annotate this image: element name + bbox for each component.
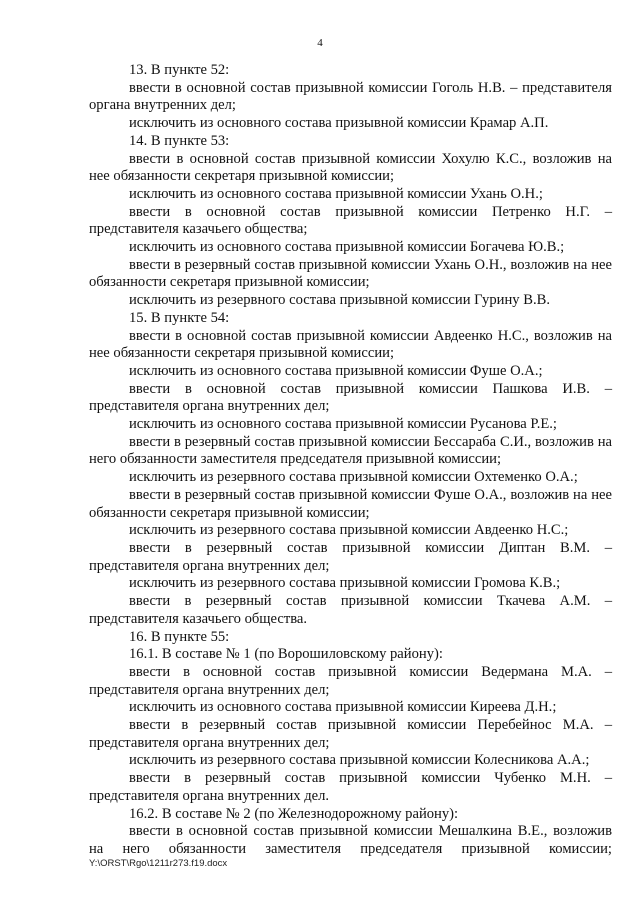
document-paragraph: ввести в основной состав призывной комиссии Авдеенко Н.С., возложив на нее обязанности секретаря призывной комиссии; — [89, 327, 612, 362]
document-paragraph: ввести в резервный состав призывной комиссии Бессараба С.И., возложив на него обязанности заместителя председателя призывной комиссии; — [89, 433, 612, 468]
document-paragraph: ввести в резервный состав призывной комиссии Диптан В.М. – представителя органа внутренних дел; — [89, 539, 612, 574]
document-paragraph: 16.1. В составе № 1 (по Ворошиловскому району): — [129, 646, 443, 663]
document-paragraph: ввести в резервный состав призывной комиссии Чубенко М.Н. – представителя органа внутренних дел. — [89, 770, 612, 804]
document-paragraph: ввести в основной состав призывной комиссии Петренко Н.Г. – представителя казачьего общества; — [89, 203, 612, 238]
document-paragraph: 16.2. В составе № 2 (по Железнодорожному району): — [129, 805, 459, 822]
document-body — [89, 62, 612, 859]
document-paragraph: исключить из резервного состава призывной комиссии Колесникова А.А.; — [129, 752, 590, 769]
document-paragraph: ввести в основной состав призывной комиссии Пашкова И.В. – представителя органа внутренних дел; — [89, 380, 612, 415]
document-paragraph: 16. В пункте 55: — [129, 628, 230, 645]
document-paragraph: 14. В пункте 53: — [129, 132, 230, 149]
document-paragraph: исключить из резервного состава призывной комиссии Гурину В.В. — [129, 292, 550, 309]
document-paragraph: исключить из основного состава призывной комиссии Ухань О.Н.; — [129, 185, 543, 202]
document-paragraph: ввести в резервный состав призывной комиссии Ткачева А.М. – представителя казачьего общества. — [89, 593, 612, 627]
document-paragraph: исключить из резервного состава призывной комиссии Авдеенко Н.С.; — [129, 522, 569, 539]
document-paragraph: исключить из резервного состава призывной комиссии Громова К.В.; — [129, 575, 561, 592]
document-paragraph: ввести в резервный состав призывной комиссии Перебейнос М.А. – представителя органа внутренних дел; — [89, 717, 612, 751]
document-paragraph: ввести в резервный состав призывной комиссии Фуше О.А., возложив на нее обязанности секретаря призывной комиссии; — [89, 486, 612, 521]
document-paragraph: исключить из основного состава призывной комиссии Русанова Р.Е.; — [129, 416, 557, 433]
document-paragraph: ввести в основной состав призывной комиссии Ведермана М.А. – представителя органа внутренних дел; — [89, 663, 612, 698]
document-paragraph: исключить из резервного состава призывной комиссии Охтеменко О.А.; — [129, 469, 578, 486]
document-paragraph: ввести в основной состав призывной комиссии Мешалкина В.Е., возложив на него обязанности заместителя председателя призывной комиссии; — [89, 823, 612, 857]
file-path-footer: Y:\ORST\Rgo\1211r273.f19.docx — [89, 858, 228, 869]
document-paragraph: 13. В пункте 52: — [129, 62, 230, 78]
document-paragraph: ввести в резервный состав призывной комиссии Ухань О.Н., возложив на нее обязанности секретаря призывной комиссии; — [89, 256, 612, 291]
document-paragraph: ввести в основной состав призывной комиссии Хохулю К.С., возложив на нее обязанности секретаря призывной комиссии; — [89, 150, 612, 185]
page-number: 4 — [317, 37, 323, 49]
document-paragraph: 15. В пункте 54: — [129, 309, 230, 326]
document-paragraph: исключить из основного состава призывной комиссии Богачева Ю.В.; — [129, 239, 565, 256]
document-paragraph: исключить из основного состава призывной комиссии Фуше О.А.; — [129, 362, 543, 379]
document-paragraph: ввести в основной состав призывной комиссии Гоголь Н.В. – представителя органа внутренних дел; — [89, 79, 612, 114]
document-paragraph: исключить из основного состава призывной комиссии Киреева Д.Н.; — [129, 699, 557, 716]
document-paragraph: исключить из основного состава призывной комиссии Крамар А.П. — [129, 115, 549, 132]
